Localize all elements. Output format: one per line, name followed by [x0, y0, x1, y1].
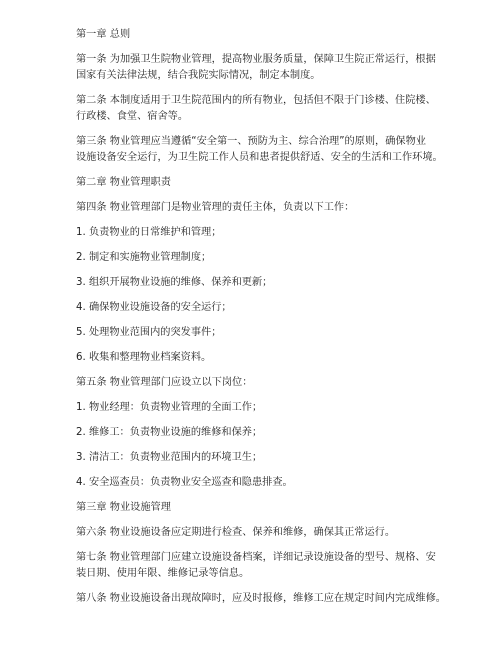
text-line: 第五条 物业管理部门应设立以下岗位：: [76, 377, 253, 388]
paragraph: [76, 375, 472, 391]
text-line: 第四条 物业管理部门是物业管理的责任主体，负责以下工作：: [76, 202, 355, 213]
text-line: 第三章 物业设施管理: [76, 502, 171, 513]
text-line: 第三条 物业管理应当遵循“安全第一、预防为主、综合治理”的原则，确保物业: [76, 136, 426, 147]
text-line: 第二条 本制度适用于卫生院范围内的所有物业，包括但不限于门诊楼、住院楼、: [76, 95, 436, 106]
paragraph: [76, 325, 472, 341]
text-line: 1. 负责物业的日常维护和管理；: [76, 227, 222, 238]
paragraph: [76, 134, 472, 166]
text-line: 3. 清洁工：负责物业范围内的环境卫生；: [76, 452, 263, 463]
chapter-heading: [76, 27, 472, 43]
chapter-heading: [76, 175, 472, 191]
text-line: 第八条 物业设施设备出现故障时，应及时报修，维修工应在规定时间内完成维修。: [76, 593, 446, 604]
document-body: [76, 27, 472, 607]
chapter-heading: [76, 500, 472, 516]
text-line: 2. 维修工：负责物业设施的维修和保养；: [76, 427, 263, 438]
text-line: 2. 制定和实施物业管理制度；: [76, 252, 212, 263]
paragraph: [76, 550, 472, 582]
paragraph: [76, 425, 472, 441]
text-line: 设施设备安全运行，为卫生院工作人员和患者提供舒适、安全的生活和工作环境。: [76, 152, 443, 163]
paragraph: [76, 200, 472, 216]
paragraph: [76, 350, 472, 366]
paragraph: [76, 591, 472, 607]
text-line: 行政楼、食堂、宿舍等。: [76, 111, 189, 122]
text-line: 第一条 为加强卫生院物业管理，提高物业服务质量，保障卫生院正常运行，根据: [76, 54, 436, 65]
paragraph: [76, 275, 472, 291]
text-line: 5. 处理物业范围内的突发事件；: [76, 327, 222, 338]
paragraph: [76, 400, 472, 416]
text-line: 第一章 总则: [76, 29, 131, 40]
paragraph: [76, 300, 472, 316]
paragraph: [76, 475, 472, 491]
paragraph: [76, 525, 472, 541]
text-line: 第二章 物业管理职责: [76, 177, 171, 188]
text-line: 3. 组织开展物业设施的维修、保养和更新；: [76, 277, 273, 288]
text-line: 装日期、使用年限、维修记录等信息。: [76, 568, 250, 579]
text-line: 4. 确保物业设施设备的安全运行；: [76, 302, 232, 313]
paragraph: [76, 450, 472, 466]
text-line: 国家有关法律法规，结合我院实际情况，制定本制度。: [76, 70, 321, 81]
paragraph: [76, 93, 472, 125]
paragraph: [76, 250, 472, 266]
text-line: 第七条 物业管理部门应建立设施设备档案，详细记录设施设备的型号、规格、安: [76, 552, 436, 563]
text-line: 1. 物业经理：负责物业管理的全面工作；: [76, 402, 263, 413]
text-line: 6. 收集和整理物业档案资料。: [76, 352, 212, 363]
text-line: 4. 安全巡查员：负责物业安全巡查和隐患排查。: [76, 477, 293, 488]
paragraph: [76, 225, 472, 241]
text-line: 第六条 物业设施设备应定期进行检查、保养和维修，确保其正常运行。: [76, 527, 396, 538]
paragraph: [76, 52, 472, 84]
